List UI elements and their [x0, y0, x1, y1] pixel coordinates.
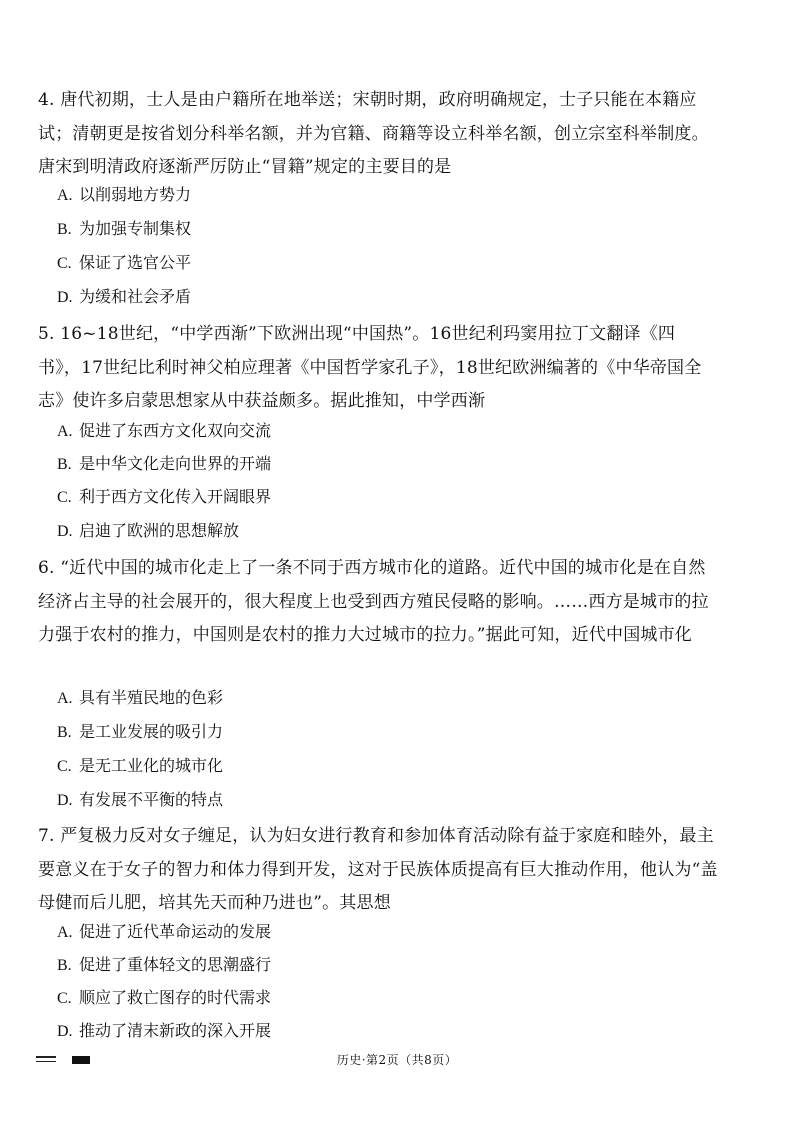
question-text: 严复极力反对女子缠足，认为妇女进行教育和参加体育活动除有益于家庭和睦外，最主要意义在于女子的智力和体力得到开发，这对于民族体质提高有巨大推动作用，他认为“盖母健而后儿肥，培其先天而种乃进也”。其思想: [38, 826, 718, 913]
question-6-option-d: [57, 788, 223, 813]
option-text: 保证了选官公平: [79, 253, 192, 272]
question-7-option-d: [57, 1019, 271, 1044]
option-text: 促进了近代革命运动的发展: [79, 922, 272, 941]
question-5-option-b: [57, 452, 271, 477]
option-letter: A.: [57, 690, 73, 707]
question-text: 唐代初期，士人是由户籍所在地举送；宋朝时期，政府明确规定，士子只能在本籍应试；清朝更是按省划分科举名额，并为官籍、商籍等设立科举名额，创立宗室科举制度。唐宋到明清政府逐渐严厉防止“冒籍”规定的主要目的是: [38, 90, 709, 177]
question-number: 4.: [38, 90, 55, 110]
option-letter: C.: [57, 255, 72, 272]
option-letter: B.: [57, 724, 72, 741]
question-5-stem: [38, 318, 718, 419]
option-text: 利于西方文化传入开阔眼界: [79, 487, 272, 506]
question-7-option-a: [57, 920, 271, 945]
option-text: 促进了东西方文化双向交流: [79, 421, 272, 440]
option-text: 促进了重体轻文的思潮盛行: [79, 955, 272, 974]
question-7-option-c: [57, 986, 271, 1011]
option-letter: C.: [57, 758, 72, 775]
option-letter: D.: [57, 289, 73, 306]
page-footer: [0, 1050, 794, 1074]
option-text: 顺应了救亡图存的时代需求: [79, 988, 272, 1007]
question-5-option-d: [57, 519, 239, 544]
option-text: 启迪了欧洲的思想解放: [79, 521, 240, 540]
option-text: 是中华文化走向世界的开端: [79, 454, 272, 473]
option-text: 是工业发展的吸引力: [79, 722, 224, 741]
option-letter: B.: [57, 957, 72, 974]
option-letter: C.: [57, 489, 72, 506]
question-6-option-b: [57, 720, 223, 745]
question-6-stem: [38, 552, 718, 653]
option-text: 推动了清末新政的深入开展: [79, 1021, 272, 1040]
option-text: 是无工业化的城市化: [79, 756, 224, 775]
option-text: 具有半殖民地的色彩: [79, 688, 224, 707]
option-letter: C.: [57, 990, 72, 1007]
option-text: 有发展不平衡的特点: [79, 790, 224, 809]
option-letter: D.: [57, 792, 73, 809]
question-4-stem: [38, 84, 718, 185]
question-6-option-c: [57, 754, 223, 779]
question-4-option-b: [57, 217, 191, 242]
option-letter: A.: [57, 423, 73, 440]
option-letter: B.: [57, 456, 72, 473]
option-letter: A.: [57, 924, 73, 941]
option-letter: D.: [57, 1023, 73, 1040]
question-text: “近代中国的城市化走上了一条不同于西方城市化的道路。近代中国的城市化是在自然经济占主导的社会展开的，很大程度上也受到西方殖民侵略的影响。……西方是城市的拉力强于农村的推力，中国则是农村的推力大过城市的拉力。”据此可知，近代中国城市化: [38, 558, 709, 645]
question-7-stem: [38, 820, 718, 921]
option-text: 为加强专制集权: [79, 219, 192, 238]
question-7-option-b: [57, 953, 271, 978]
question-text: 16~18世纪，“中学西渐”下欧洲出现“中国热”。16世纪利玛窦用拉丁文翻译《四书》，17世纪比利时神父柏应理著《中国哲学家孔子》，18世纪欧洲编著的《中华帝国全志》使许多启蒙思想家从中获益颇多。据此推知，中学西渐: [38, 324, 702, 411]
option-text: 为缓和社会矛盾: [79, 287, 192, 306]
question-number: 6.: [38, 558, 55, 578]
question-4-option-a: [57, 183, 191, 208]
option-letter: A.: [57, 187, 73, 204]
question-number: 5.: [38, 324, 55, 344]
question-5-option-a: [57, 419, 271, 444]
question-5-option-c: [57, 485, 271, 510]
question-4-option-c: [57, 251, 191, 276]
option-letter: B.: [57, 221, 72, 238]
question-number: 7.: [38, 826, 55, 846]
option-text: 以削弱地方势力: [79, 185, 192, 204]
page-number-label: 历史·第2页（共8页）: [336, 1053, 458, 1067]
question-4-option-d: [57, 285, 191, 310]
option-letter: D.: [57, 523, 73, 540]
question-6-option-a: [57, 686, 223, 711]
